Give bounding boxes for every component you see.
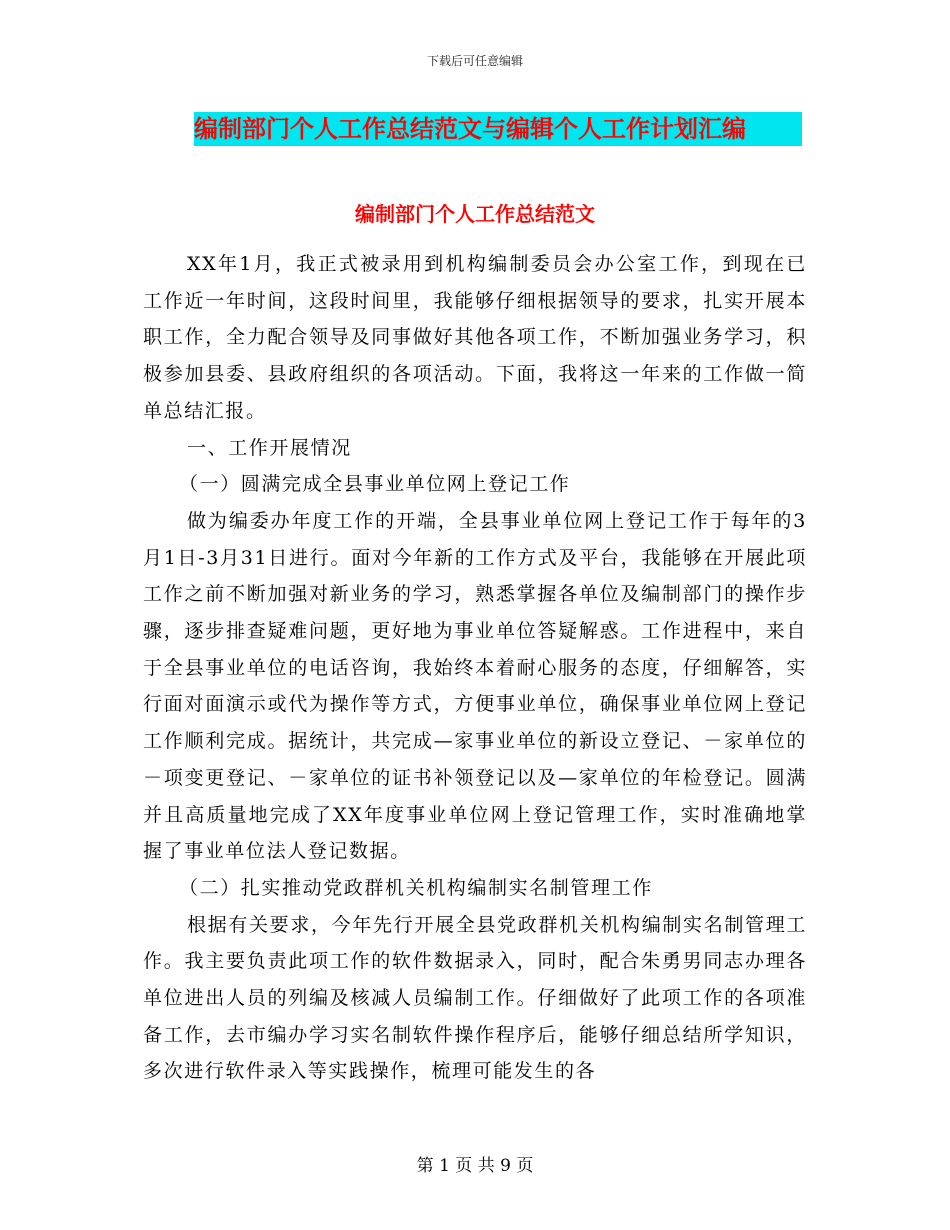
main-title-highlight xyxy=(194,112,802,146)
paragraph-real-name-management: 根据有关要求，今年先行开展全县党政群机关机构编制实名制管理工作。我主要负责此项工作的软件数据录入，同时，配合朱勇男同志办理各单位进出人员的列编及核减人员编制工作。仔细做好了此项工作的各项准备工作，去市编办学习实名制软件操作程序后，能够仔细总结所学知识，多次进行软件录入等实践操作，梳理可能发生的各 xyxy=(143,913,807,1083)
page-footer: 第 1 页 共 9 页 xyxy=(416,1156,534,1176)
main-title: 编制部门个人工作总结范文与编辑个人工作计划汇编 xyxy=(194,114,746,143)
paragraph-intro: XX年1月，我正式被录用到机构编制委员会办公室工作，到现在已工作近一年时间，这段时间里，我能够仔细根据领导的要求，扎实开展本职工作，全力配合领导及同事做好其他各项工作，不断加强业务学习，积极参加县委、县政府组织的各项活动。下面，我将这一年来的工作做一简单总结汇报。 xyxy=(143,253,807,422)
section-heading-work-status: 一、工作开展情况 xyxy=(187,436,352,459)
subsection-heading-real-name-management: （二）扎实推动党政群机关机构编制实名制管理工作 xyxy=(179,876,653,899)
sub-title: 编制部门个人工作总结范文 xyxy=(355,202,595,226)
header-note: 下载后可任意编辑 xyxy=(426,54,523,68)
subsection-heading-online-registration: （一）圆满完成全县事业单位网上登记工作 xyxy=(179,473,571,496)
paragraph-online-registration: 做为编委办年度工作的开端，全县事业单位网上登记工作于每年的3月1日-3月31日进行。面对今年新的工作方式及平台，我能够在开展此项工作之前不断加强对新业务的学习，熟悉掌握各单位及编制部门的操作步骤，逐步排查疑难问题，更好地为事业单位答疑解惑。工作进程中，来自于全县事业单位的电话咨询，我始终本着耐心服务的态度，仔细解答，实行面对面演示或代为操作等方式，方便事业单位，确保事业单位网上登记工作顺利完成。据统计，共完成—家事业单位的新设立登记、－家单位的－项变更登记、－家单位的证书补领登记以及—家单位的年检登记。圆满并且高质量地完成了XX年度事业单位网上登记管理工作，实时准确地掌握了事业单位法人登记数据。 xyxy=(143,509,807,863)
document-body xyxy=(143,246,807,1090)
